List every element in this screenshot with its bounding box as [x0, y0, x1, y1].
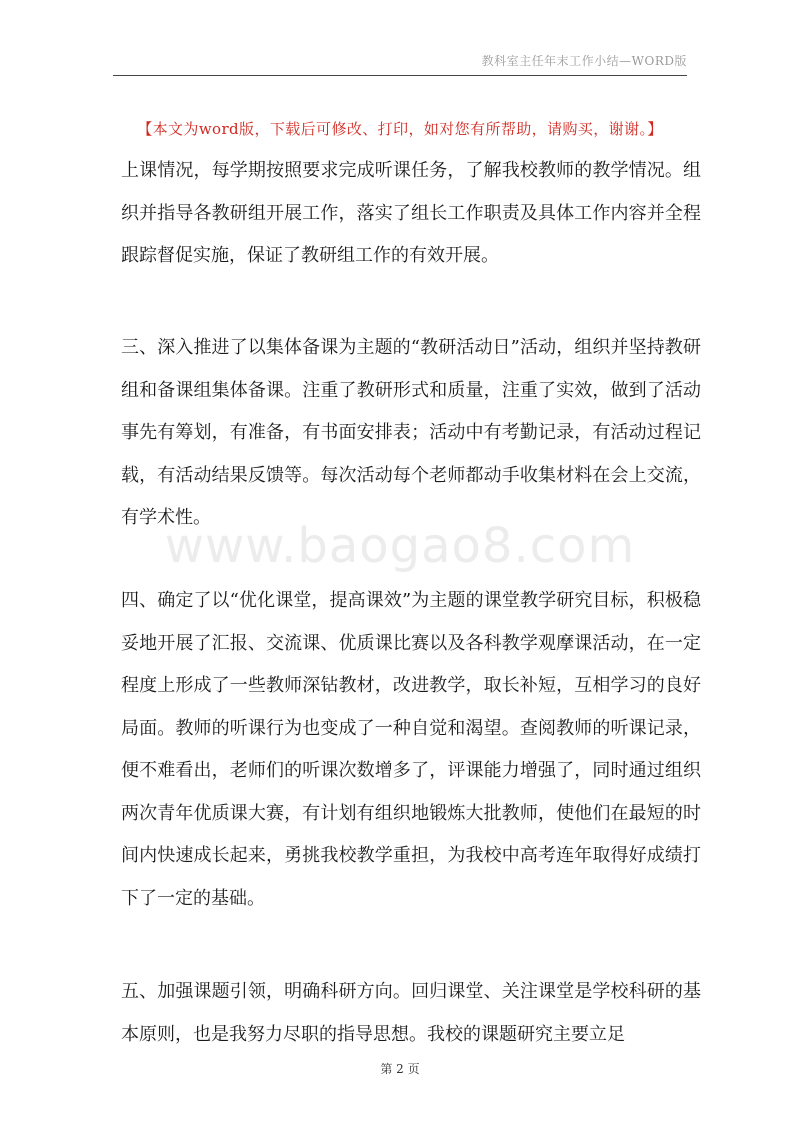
paragraph-3: 四、确定了以“优化课堂，提高课效”为主题的课堂教学研究目标，积极稳妥地开展了汇报、交流课、优质课比赛以及各科教学观摩课活动，在一定程度上形成了一些教师深钻教材，改进教学，取长补短，互相学习的良好局面。教师的听课行为也变成了一种自觉和渴望。查阅教师的听课记录，便不难看出，老师们的听课次数增多了，评课能力增强了，同时通过组织两次青年优质课大赛，有计划有组织地锻炼大批教师，使他们在最短的时间内快速成长起来，勇挑我校教学重担，为我校中高考连年取得好成绩打下了一定的基础。	[121, 590, 701, 909]
header-rule	[113, 75, 687, 76]
paragraph-4: 五、加强课题引领，明确科研方向。回归课堂、关注课堂是学校科研的基本原则，也是我努力尽职的指导思想。我校的课题研究主要立足	[121, 981, 701, 1045]
watermark: www.baogao8.com	[164, 518, 636, 574]
page-number: 第 2 页	[380, 1062, 420, 1076]
paragraph-2: 三、深入推进了以集体备课为主题的“教研活动日”活动，组织并坚持教研组和备课组集体备课。注重了教研形式和质量，注重了实效，做到了活动事先有筹划，有准备，有书面安排表；活动中有考勤记录，有活动过程记载，有活动结果反馈等。每次活动每个老师都动手收集材料在会上交流，有学术性。	[121, 337, 701, 528]
notice-text: 【本文为word版，下载后可修改、打印，如对您有所帮助，请购买，谢谢。】	[137, 120, 663, 138]
paragraph-1: 上课情况，每学期按照要求完成听课任务，了解我校教师的教学情况。组织并指导各教研组开展工作，落实了组长工作职责及具体工作内容并全程跟踪督促实施，保证了教研组工作的有效开展。	[121, 160, 701, 266]
header-title: 教科室主任年末工作小结—WORD版	[481, 54, 687, 68]
